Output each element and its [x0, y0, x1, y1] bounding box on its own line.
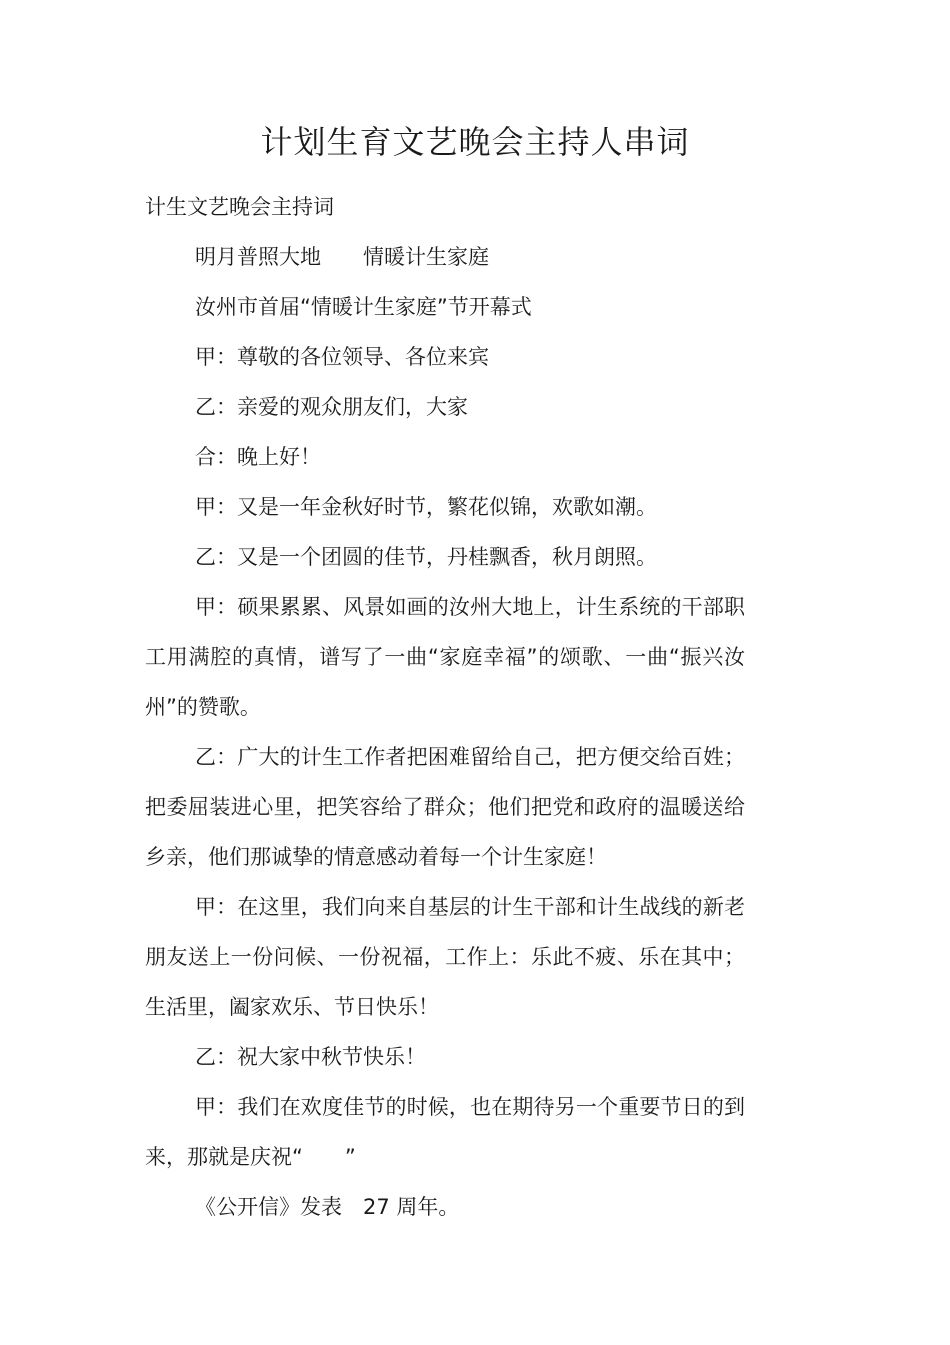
paragraph: 合：晚上好！ — [195, 445, 321, 469]
paragraph: 乙：又是一个团圆的佳节，丹桂飘香，秋月朗照。 — [195, 545, 657, 569]
paragraph: 乙：广大的计生工作者把困难留给自己，把方便交给百姓；把委屈装进心里，把笑容给了群众；他们把党和政府的温暖送给乡亲，他们那诚挚的情意感动着每一个计生家庭！ — [145, 745, 745, 869]
paragraph: 汝州市首届“情暖计生家庭”节开幕式 — [195, 295, 532, 319]
paragraph: 甲：我们在欢度佳节的时候，也在期待另一个重要节日的到来，那就是庆祝“ ” — [145, 1095, 745, 1169]
paragraph: 《公开信》发表 27 周年。 — [195, 1195, 460, 1219]
paragraph: 甲：在这里，我们向来自基层的计生干部和计生战线的新老朋友送上一份问候、一份祝福，工作上：乐此不疲、乐在其中；生活里，阖家欢乐、节日快乐！ — [145, 895, 745, 1019]
document-title: 计划生育文艺晚会主持人串词 — [260, 123, 690, 161]
paragraph: 乙：祝大家中秋节快乐！ — [195, 1045, 426, 1069]
paragraph: 甲：硕果累累、风景如画的汝州大地上，计生系统的干部职工用满腔的真情，谱写了一曲“家庭幸福”的颂歌、一曲“振兴汝州”的赞歌。 — [145, 595, 745, 719]
paragraph: 乙：亲爱的观众朋友们，大家 — [195, 395, 468, 419]
document-subtitle: 计生文艺晚会主持词 — [145, 195, 334, 219]
document-body — [145, 182, 745, 1232]
paragraph: 甲：又是一年金秋好时节，繁花似锦，欢歌如潮。 — [195, 495, 657, 519]
paragraph: 甲：尊敬的各位领导、各位来宾 — [195, 345, 489, 369]
paragraph: 明月普照大地 情暖计生家庭 — [195, 245, 489, 269]
